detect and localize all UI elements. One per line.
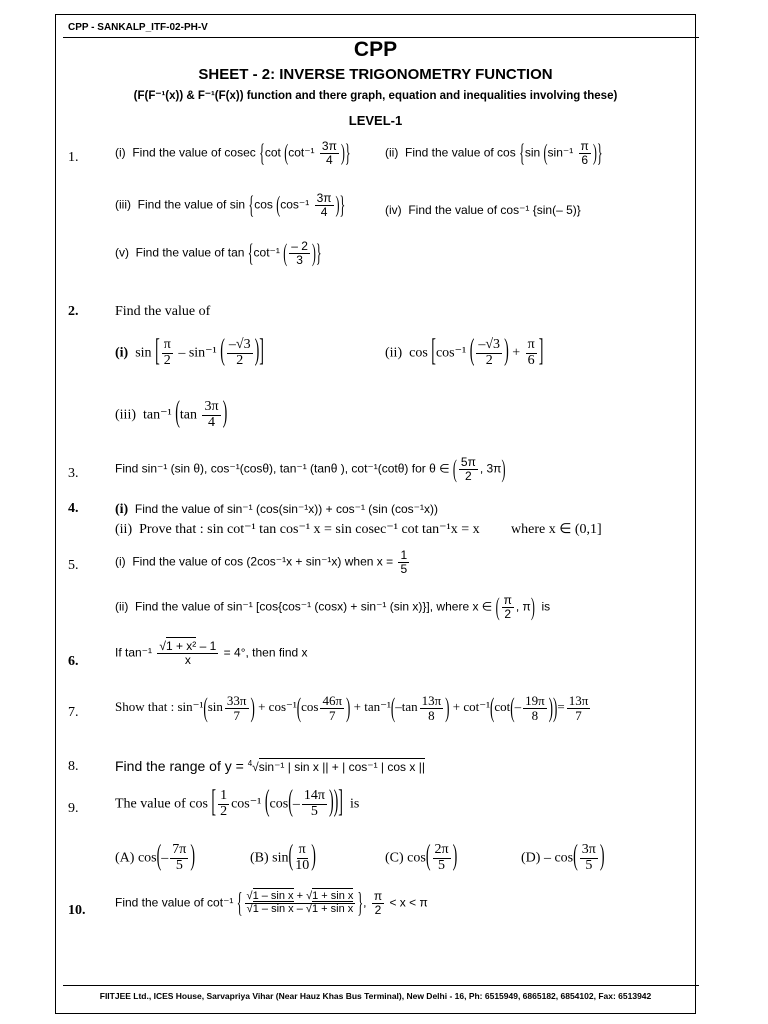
document-id: CPP - SANKALP_ITF-02-PH-V [68,22,208,33]
q1-part-i: (i) Find the value of cosec {cot (cot⁻¹ $\frac{3\pi}{4}$ )} [115,137,351,167]
question-4-number: 4. [68,501,79,516]
question-8-number: 8. [68,759,79,774]
page-title: CPP [353,38,398,61]
level-heading: LEVEL-1 [348,113,403,128]
q2-part-iii: (iii) tan⁻¹ (tan $\frac{3\pi}{4}$ ) [115,397,228,431]
q8-text: Find the range of y = $^4$√sin⁻¹ | sin x || + | cos⁻¹ | cos x || [115,758,425,774]
q9-option-b[interactable]: (B) sin( $\frac{\pi}{10}$ ) [250,841,316,873]
q9-text: The value of cos [ $\frac{1}{2}$ cos⁻¹ (cos(– $\frac{14\pi}{5}$ ))] is [115,785,360,821]
question-3-number: 3. [68,466,79,481]
q2-part-ii: (ii) cos [cos⁻¹ ( $\frac{-√3}{2}$ ) + $\frac{\pi}{6}$ ] [385,334,544,370]
q4-condition: where x ∈ (0,1] [511,522,602,537]
q7-text: Show that : sin⁻¹(sin $\frac{33\pi}{7}$ ) + cos⁻¹(cos $\frac{46\pi}{7}$ ) + tan⁻¹(–tan $\frac{13\pi}{8}$ ) + cot⁻¹(cot(– $\frac{19\pi}{8}$ ))= $\frac{13\pi}{7}$ [115,691,589,723]
question-6-number: 6. [68,654,79,669]
q5-part-ii: (ii) Find the value of sin⁻¹ [cos{cos⁻¹ (cosx) + sin⁻¹ (sin x)}], where x ∈ ( $\frac{\pi}{2}$ , π) is [115,591,551,621]
q1-part-v: (v) Find the value of tan {cot⁻¹ ( $\frac{- 2}{3}$ )} [115,237,322,267]
footer-address: FIITJEE Ltd., ICES House, Sarvapriya Vihar (Near Hauz Khas Bus Terminal), New Delhi - 16, Ph: 6515949, 6865182, 6854102, Fax: 6513942 [99,991,652,1001]
question-9-number: 9. [68,801,79,816]
q10-text: Find the value of cot⁻¹ { $\frac{\text{√1 – sin x + √1 + sin x}}{\text{√1 – sin x – √1 + sin x}}$ }, $\frac{\pi}{2}$ < x < π [115,885,428,919]
q2-part-i: (i) sin [ $\frac{\pi}{2}$ – sin⁻¹ ( $\frac{-√3}{2}$ )] [115,334,264,370]
q5-part-i: (i) Find the value of cos (2cos⁻¹x + sin⁻¹x) when x = $\frac{1}{5}$ [115,548,408,576]
q1-part-iii: (iii) Find the value of sin {cos (cos⁻¹ $\frac{3\pi}{4}$ )} [115,189,346,219]
sheet-title: SHEET - 2: INVERSE TRIGONOMETRY FUNCTION [198,66,553,83]
q9-option-a[interactable]: (A) cos(– $\frac{7\pi}{5}$ ) [115,841,196,873]
q3-text: Find sin⁻¹ (sin θ), cos⁻¹(cosθ), tan⁻¹ (tanθ ), cot⁻¹(cotθ) for θ ∈ ( $\frac{5\pi}{2}$ , 3π) [115,453,506,483]
q6-text: If tan⁻¹ $\frac{\text{√1 + x² – 1}}{x}$ = 4°, then find x [115,639,308,667]
question-7-number: 7. [68,705,79,720]
q1-part-iv: (iv) Find the value of cos⁻¹ {sin(– 5)} [385,203,581,217]
q9-option-c[interactable]: (C) cos( $\frac{2\pi}{5}$ ) [385,841,458,873]
question-10-number: 10. [68,903,86,918]
q9-option-d[interactable]: (D) – cos( $\frac{3\pi}{5}$ ) [521,841,605,873]
sheet-subtitle: (F(F⁻¹(x)) & F⁻¹(F(x)) function and there graph, equation and inequalities involving these) [133,90,618,102]
q1-part-ii: (ii) Find the value of cos {sin (sin⁻¹ $\frac{\pi}{6}$ )} [385,137,603,167]
question-1-number: 1. [68,150,79,165]
question-2-number: 2. [68,304,79,319]
question-5-number: 5. [68,558,79,573]
q4-part-ii: (ii) Prove that : sin cot⁻¹ tan cos⁻¹ x = sin cosec⁻¹ cot tan⁻¹x = x [115,522,480,537]
footer-rule [63,985,699,986]
q4-part-i: (i) Find the value of sin⁻¹ (cos(sin⁻¹x)) + cos⁻¹ (sin (cos⁻¹x)) [115,502,438,517]
q2-text: Find the value of [115,304,211,319]
